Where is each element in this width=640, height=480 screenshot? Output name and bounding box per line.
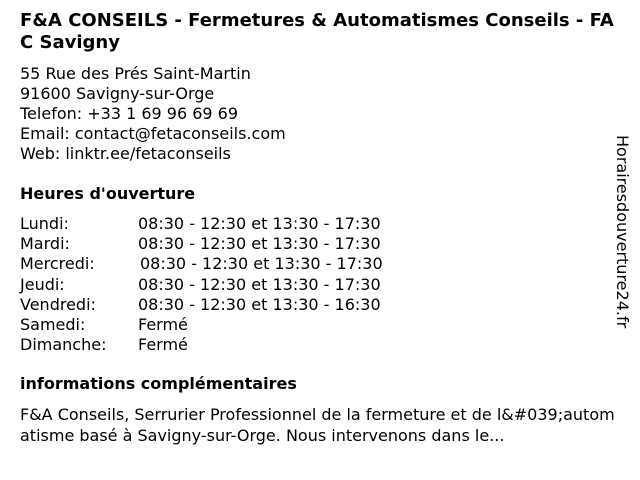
contact-block <box>20 64 286 164</box>
hours-heading: Heures d'ouverture <box>20 184 196 203</box>
business-title: F&A CONSEILS - Fermetures & Automatismes Conseils - FAC Savigny <box>20 10 614 53</box>
day-hours: 08:30 - 12:30 et 13:30 - 16:30 <box>138 294 381 314</box>
day-label: Lundi: <box>20 214 69 233</box>
hours-row-tuesday <box>20 234 460 254</box>
address-street: 55 Rue des Prés Saint-Martin <box>20 64 251 83</box>
info-description: F&A Conseils, Serrurier Professionnel de la fermeture et de l&#039;automatisme basé à Savigny-sur-Orge. Nous intervenons dans le... <box>20 405 615 445</box>
phone-line[interactable]: Telefon: +33 1 69 96 69 69 <box>20 104 239 123</box>
info-heading: informations complémentaires <box>20 374 297 393</box>
side-brand-watermark: Horairesdouverture24.fr <box>613 135 632 329</box>
email-line[interactable]: Email: contact@fetaconseils.com <box>20 124 286 143</box>
day-hours: 08:30 - 12:30 et 13:30 - 17:30 <box>138 234 381 254</box>
day-label: Mercredi: <box>20 254 95 274</box>
address-city: 91600 Savigny-sur-Orge <box>20 84 215 103</box>
day-hours: Fermé <box>138 335 188 355</box>
day-label: Mardi: <box>20 234 70 254</box>
hours-row-thursday <box>20 275 460 295</box>
day-label: Dimanche: <box>20 335 107 355</box>
opening-hours-table <box>20 214 460 355</box>
day-hours: 08:30 - 12:30 et 13:30 - 17:30 <box>138 214 381 233</box>
hours-row-sunday <box>20 335 460 355</box>
day-hours: Fermé <box>138 314 188 334</box>
hours-row-saturday <box>20 315 460 335</box>
day-label: Samedi: <box>20 314 86 334</box>
day-hours: 08:30 - 12:30 et 13:30 - 17:30 <box>140 254 383 274</box>
web-line[interactable]: Web: linktr.ee/fetaconseils <box>20 144 231 163</box>
day-label: Vendredi: <box>20 294 96 314</box>
hours-row-monday <box>20 214 460 234</box>
day-label: Jeudi: <box>20 274 65 294</box>
hours-row-wednesday <box>20 254 460 274</box>
day-hours: 08:30 - 12:30 et 13:30 - 17:30 <box>138 274 381 294</box>
hours-row-friday <box>20 295 460 315</box>
